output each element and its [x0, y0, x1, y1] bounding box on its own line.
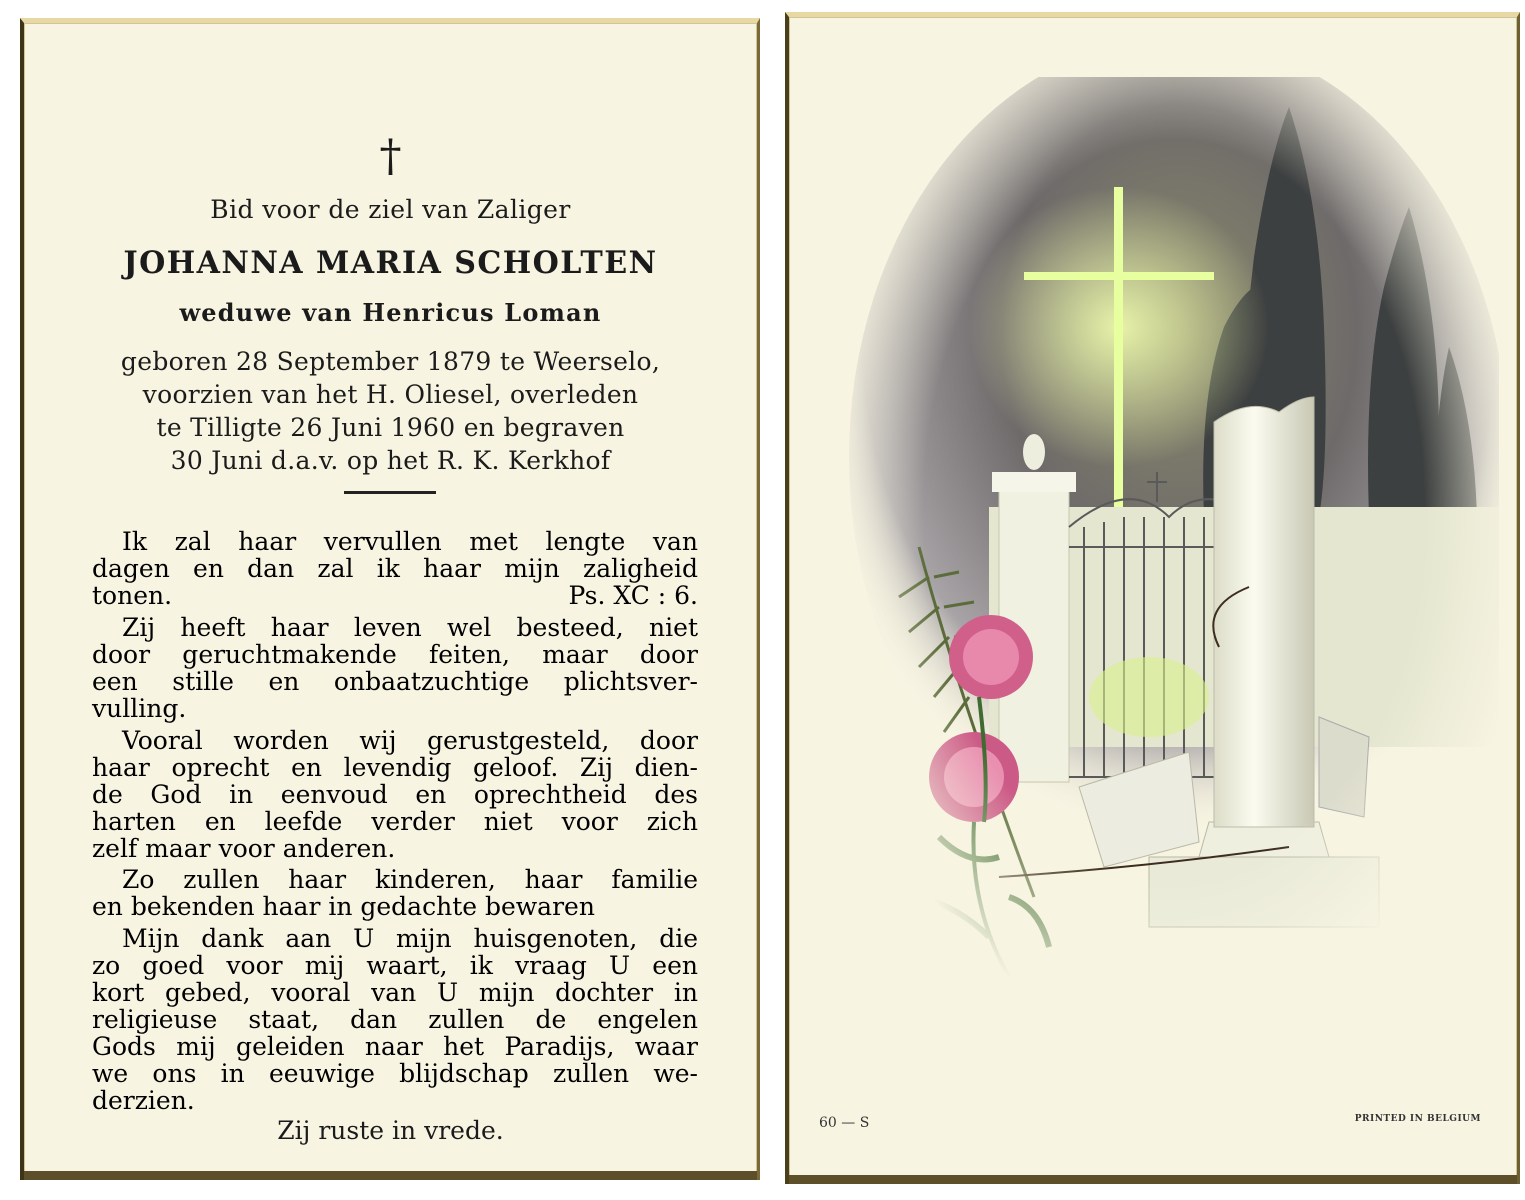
memorial-card-text-side: [20, 18, 760, 1180]
paragraph-line: de God in eenvoud en oprechtheid des: [92, 780, 698, 809]
intro-line: Bid voor de ziel van Zaliger: [210, 195, 571, 224]
paragraph-line: zo goed voor mij waart, ik vraag U een: [92, 951, 698, 980]
paragraph-line: Gods mij geleiden naar het Paradijs, waar: [92, 1032, 698, 1061]
paragraph-line: vulling.: [92, 694, 187, 723]
paragraph-line: en bekenden haar in gedachte bewaren: [92, 892, 595, 921]
scripture-verse: [92, 528, 698, 609]
printer-credit: PRINTED IN BELGIUM: [1354, 1114, 1481, 1124]
paragraph-line: Zo zullen haar kinderen, haar familie: [122, 865, 698, 894]
verse-line: Ik zal haar vervullen met lengte van: [122, 527, 698, 556]
verse-line: tonen.: [92, 581, 173, 610]
verse-line: dagen en dan zal ik haar mijn zaligheid: [92, 554, 698, 583]
divider-line: [344, 491, 436, 494]
paragraph-line: Mijn dank aan U mijn huisgenoten, die: [122, 924, 698, 953]
paragraph-remembrance: [92, 866, 698, 920]
widow-of-line: weduwe van Henricus Loman: [179, 298, 602, 327]
bio-line: voorzien van het H. Oliesel, overleden: [142, 380, 639, 409]
cross-icon: †: [379, 131, 402, 182]
paragraph-life: [92, 614, 698, 722]
card-code: 60 — S: [819, 1115, 870, 1131]
paragraph-line: een stille en onbaatzuchtige plichtsver-: [92, 667, 698, 696]
paragraph-line: religieuse staat, dan zullen de engelen: [92, 1005, 698, 1034]
bio-line: geboren 28 September 1879 te Weerselo,: [120, 347, 661, 376]
paragraph-thanks: [92, 925, 698, 1114]
bio-line: 30 Juni d.a.v. op het R. K. Kerkhof: [170, 446, 611, 475]
paragraph-line: Zij heeft haar leven wel besteed, niet: [122, 613, 698, 642]
paragraph-line: kort gebed, vooral van U mijn dochter in: [92, 978, 698, 1007]
paragraph-line: haar oprecht en levendig geloof. Zij dien-: [92, 753, 698, 782]
paragraph-line: zelf maar voor anderen.: [92, 834, 396, 863]
paragraph-line: derzien.: [92, 1086, 195, 1115]
cemetery-illustration: [849, 77, 1499, 1037]
paragraph-line: Vooral worden wij gerustgesteld, door: [122, 726, 698, 755]
paragraph-line: harten en leefde verder niet voor zich: [92, 807, 698, 836]
closing-line: Zij ruste in vrede.: [277, 1116, 504, 1145]
deceased-name: JOHANNA MARIA SCHOLTEN: [123, 245, 658, 281]
memorial-card-picture-side: [785, 12, 1520, 1184]
verse-reference: Ps. XC : 6.: [568, 581, 698, 610]
paragraph-line: door geruchtmakende feiten, maar door: [92, 640, 698, 669]
paragraph-faith: [92, 727, 698, 862]
bio-line: te Tilligte 26 Juni 1960 en begraven: [156, 413, 625, 442]
paragraph-line: we ons in eeuwige blijdschap zullen we-: [92, 1059, 698, 1088]
verse-last-line: [92, 582, 698, 609]
